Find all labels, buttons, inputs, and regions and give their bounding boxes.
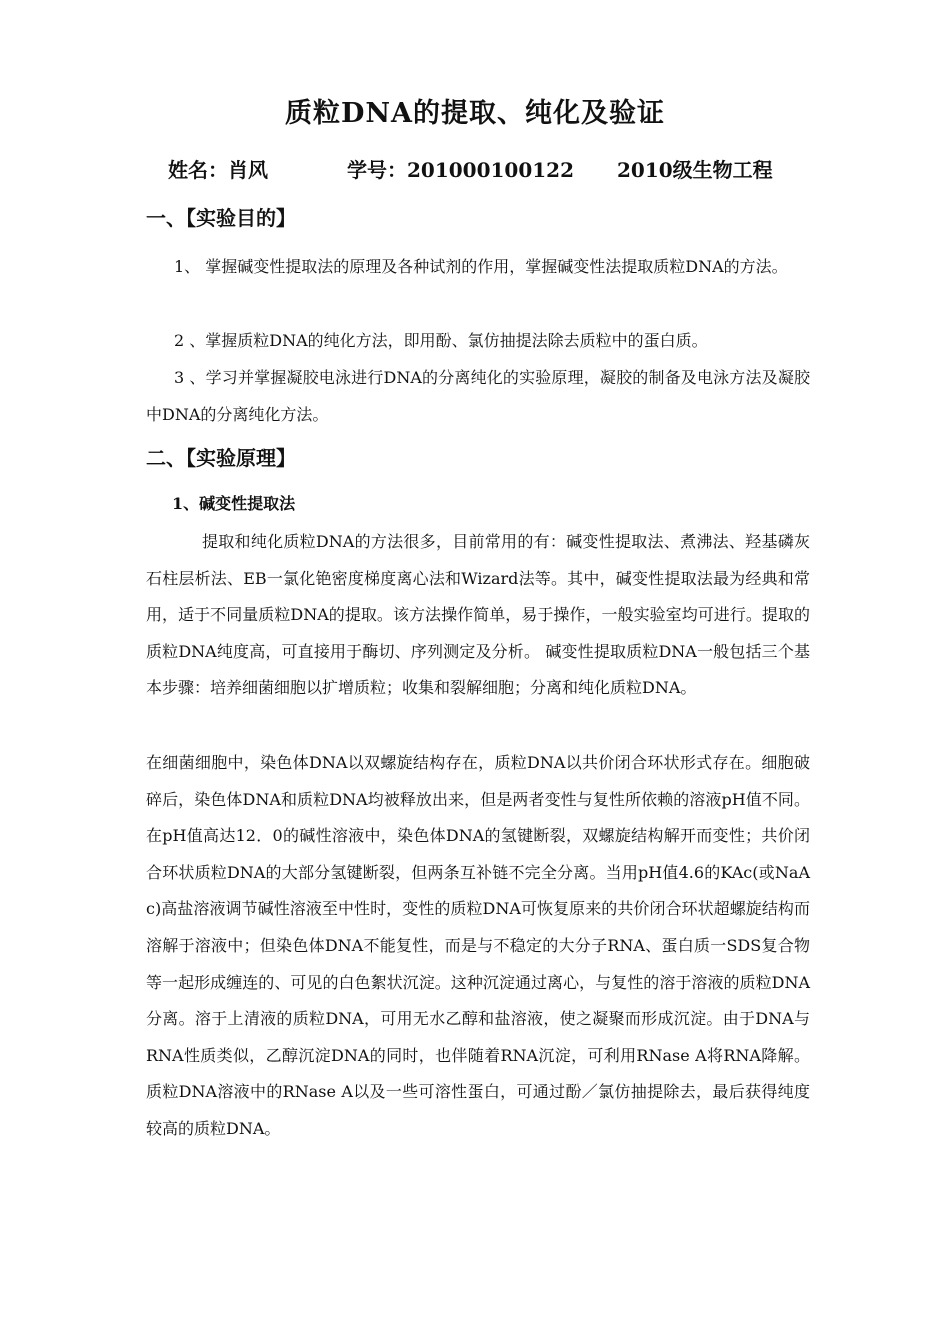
student-name: 姓名：肖风 [168,158,268,182]
purpose-item-2: 2 、掌握质粒DNA的纯化方法，即用酚、氯仿抽提法除去质粒中的蛋白质。 [174,331,708,350]
section-heading-purpose: 一、【实验目的】 [146,206,296,230]
section-heading-principle: 二、【实验原理】 [146,446,296,470]
subsection-heading-alkaline-lysis: 1、碱变性提取法 [172,494,296,513]
student-major: 2010级生物工程 [617,158,773,182]
principle-paragraph-1: 提取和纯化质粒DNA的方法很多，目前常用的有：碱变性提取法、煮沸法、羟基磷灰石柱层析法、EB一氯化铯密度梯度离心法和Wizard法等。其中，碱变性提取法最为经典和常用，适于不同量质粒DNA的提取。该方法操作简单，易于操作，一般实验室均可进行。提取的质粒DNA纯度高，可直接用于酶切、序列测定及分析。 碱变性提取质粒DNA一般包括三个基本步骤：培养细菌细胞以扩增质粒；收集和裂解细胞；分离和纯化质粒DNA。 [146,532,810,698]
student-id: 学号：201000100122 [347,158,574,182]
purpose-item-3: 3 、学习并掌握凝胶电泳进行DNA的分离纯化的实验原理，凝胶的制备及电泳方法及凝胶中DNA的分离纯化方法。 [146,368,810,424]
principle-paragraph-2: 在细菌细胞中，染色体DNA以双螺旋结构存在，质粒DNA以共价闭合环状形式存在。细胞破碎后，染色体DNA和质粒DNA均被释放出来，但是两者变性与复性所依赖的溶液pH值不同。在pH值高达12．0的碱性溶液中，染色体DNA的氢键断裂，双螺旋结构解开而变性；共价闭合环状质粒DNA的大部分氢键断裂，但两条互补链不完全分离。当用pH值4.6的KAc(或NaAc)高盐溶液调节碱性溶液至中性时，变性的质粒DNA可恢复原来的共价闭合环状超螺旋结构而溶解于溶液中；但染色体DNA不能复性，而是与不稳定的大分子RNA、蛋白质一SDS复合物等一起形成缠连的、可见的白色絮状沉淀。这种沉淀通过离心，与复性的溶于溶液的质粒DNA分离。溶于上清液的质粒DNA，可用无水乙醇和盐溶液，使之凝聚而形成沉淀。由于DNA与RNA性质类似，乙醇沉淀DNA的同时，也伴随着RNA沉淀，可利用RNase A将RNA降解。质粒DNA溶液中的RNase A以及一些可溶性蛋白，可通过酚／氯仿抽提除去，最后获得纯度较高的质粒DNA。 [146,753,810,1138]
document-title: 质粒DNA的提取、纯化及验证 [284,98,666,129]
purpose-item-1: 1、 掌握碱变性提取法的原理及各种试剂的作用，掌握碱变性法提取质粒DNA的方法。 [174,257,788,276]
